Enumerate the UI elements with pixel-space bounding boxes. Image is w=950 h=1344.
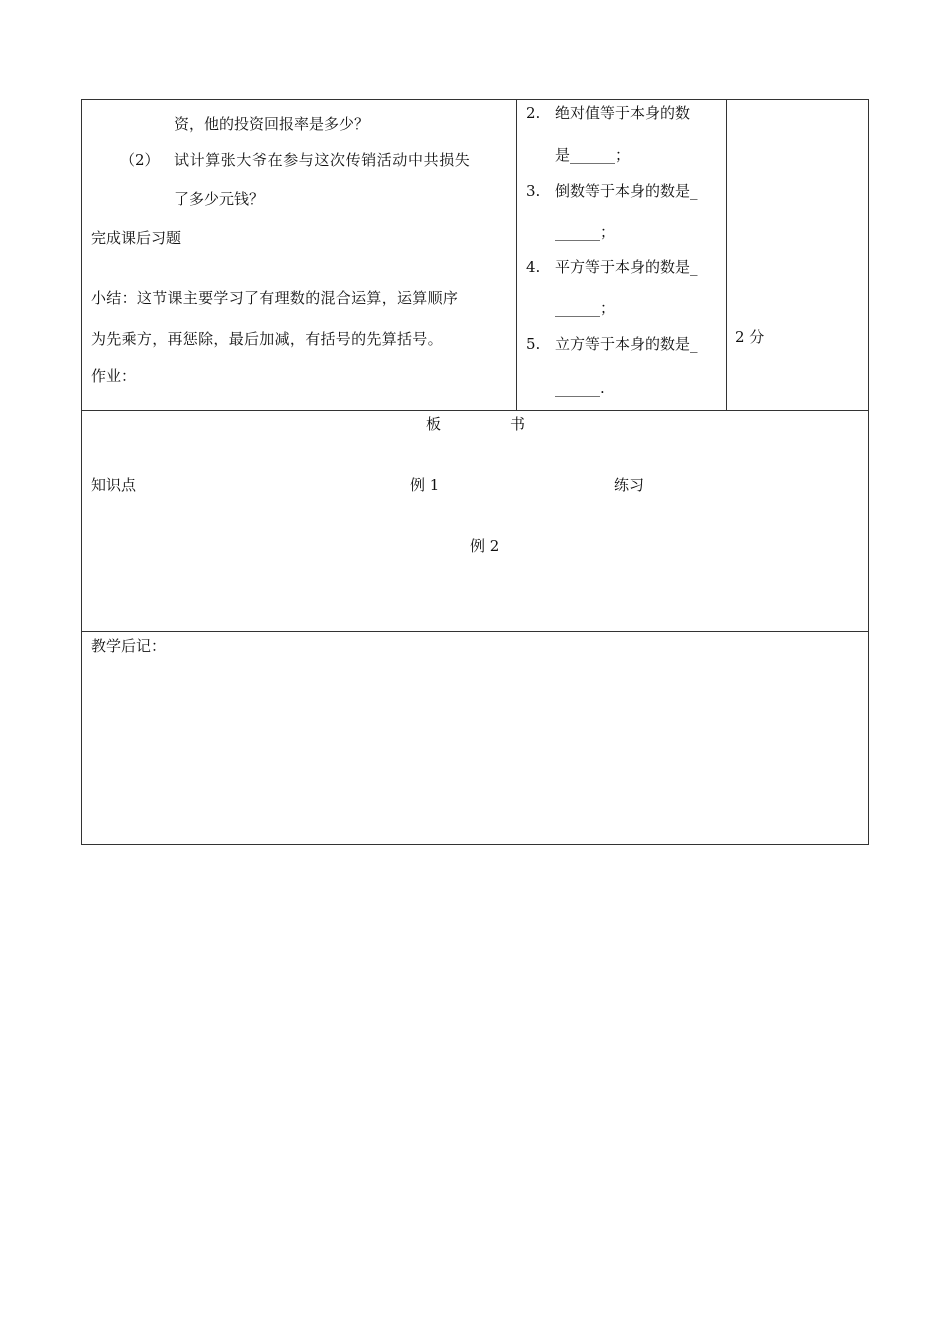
question-2-line-1: 试计算张大爷在参与这次传销活动中共损失 — [174, 151, 471, 169]
item-2-line-2: 是______； — [555, 146, 631, 164]
board-example-1: 例 1 — [410, 476, 440, 494]
question-1-tail: 资，他的投资回报率是多少？ — [174, 115, 370, 133]
board-example-2: 例 2 — [470, 537, 500, 555]
board-title-left: 板 — [426, 415, 442, 433]
reflection-section — [81, 631, 869, 845]
column-divider-1 — [516, 99, 517, 411]
summary-line-2: 为先乘方，再惩除，最后加减，有括号的先算括号。 — [91, 330, 443, 348]
homework-task: 完成课后习题 — [91, 229, 182, 247]
time-allocation: 2 分 — [735, 328, 765, 346]
item-3-line-1: 倒数等于本身的数是_ — [555, 182, 698, 200]
item-2-line-1: 绝对值等于本身的数 — [555, 104, 691, 122]
item-5-line-2: ______. — [555, 379, 605, 397]
summary-line-1: 小结：这节课主要学习了有理数的混合运算，运算顺序 — [91, 289, 459, 307]
item-5-line-1: 立方等于本身的数是_ — [555, 335, 698, 353]
item-5-number: 5. — [526, 335, 541, 353]
item-3-line-2: ______； — [555, 223, 616, 241]
question-2-number: （2） — [120, 151, 160, 169]
column-divider-2 — [726, 99, 727, 411]
board-section — [81, 410, 869, 632]
board-knowledge: 知识点 — [91, 476, 137, 494]
question-2-line-2: 了多少元钱？ — [174, 190, 265, 208]
board-title-right: 书 — [510, 415, 526, 433]
item-2-number: 2. — [526, 104, 541, 122]
lesson-row — [81, 99, 869, 411]
board-practice: 练习 — [614, 476, 645, 494]
item-4-line-2: ______； — [555, 299, 616, 317]
item-3-number: 3. — [526, 182, 541, 200]
homework-label: 作业： — [91, 367, 137, 385]
item-4-line-1: 平方等于本身的数是_ — [555, 258, 698, 276]
reflection-label: 教学后记： — [91, 637, 167, 655]
item-4-number: 4. — [526, 258, 541, 276]
